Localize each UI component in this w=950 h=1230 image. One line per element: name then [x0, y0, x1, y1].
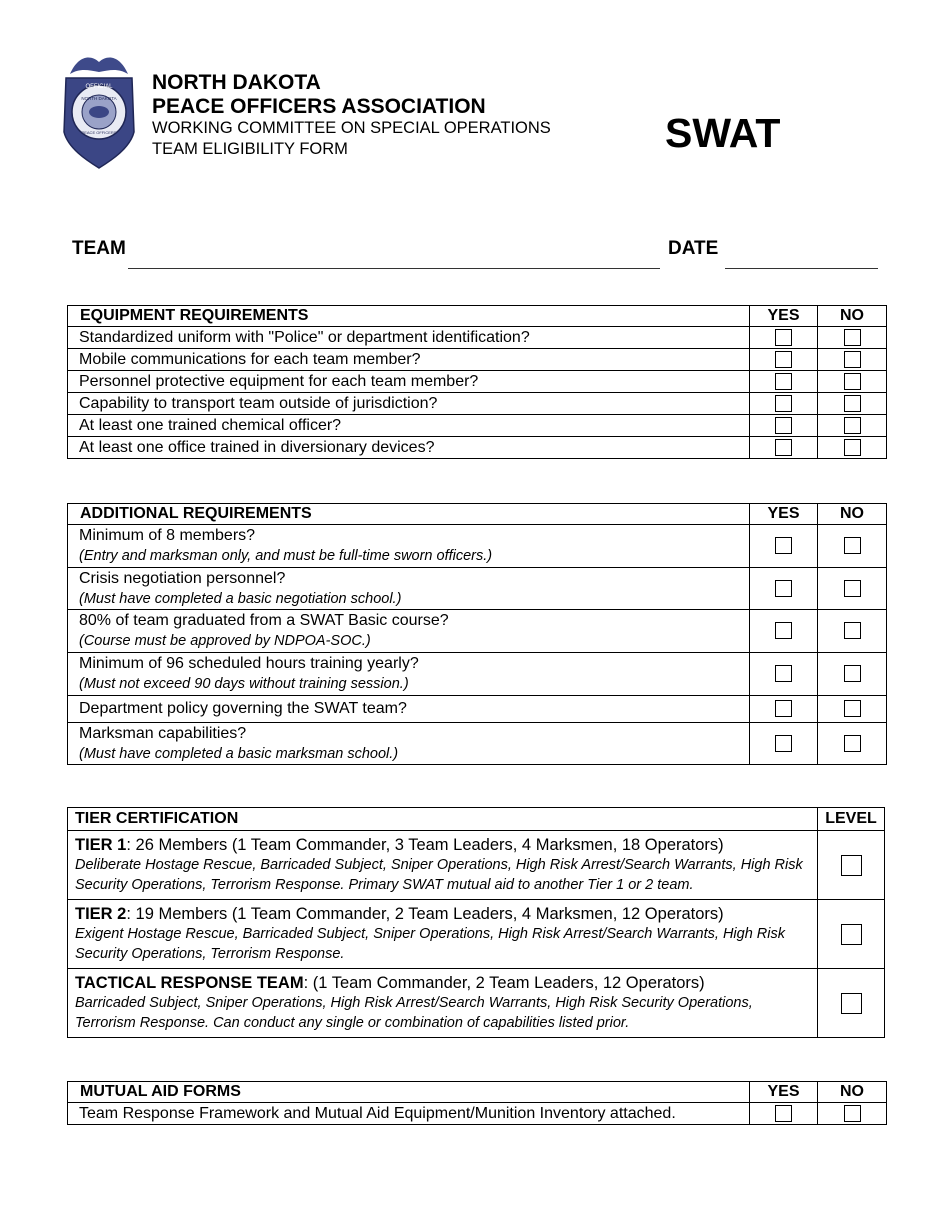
additional-requirements-table	[67, 503, 887, 765]
table-row	[68, 969, 885, 1038]
mutual-aid-forms-table	[67, 1081, 887, 1125]
additional-no-checkbox[interactable]	[844, 622, 861, 639]
tier-description: Deliberate Hostage Rescue, Barricaded Subject, Sniper Operations, High Risk Arrest/Search Warrants, High Risk Security Operations, Terrorism Response. Primary SWAT mutual aid to another Tier 1 or 2 team.	[75, 857, 803, 893]
table-row	[68, 568, 887, 610]
mutual-no-header: NO	[818, 1082, 887, 1103]
org-line-3: WORKING COMMITTEE ON SPECIAL OPERATIONS	[152, 119, 551, 137]
tier-name: TIER 2	[75, 905, 127, 923]
equipment-yes-checkbox[interactable]	[775, 439, 792, 456]
table-row	[68, 831, 885, 900]
equipment-no-checkbox[interactable]	[844, 329, 861, 346]
tier-level-checkbox[interactable]	[841, 993, 862, 1014]
additional-no-checkbox[interactable]	[844, 665, 861, 682]
equipment-no-header: NO	[818, 306, 887, 327]
equipment-yes-header: YES	[750, 306, 818, 327]
tier-detail: : 26 Members (1 Team Commander, 3 Team Leaders, 4 Marksmen, 18 Operators)	[126, 836, 724, 854]
table-row	[68, 900, 885, 969]
equipment-no-checkbox[interactable]	[844, 439, 861, 456]
equipment-no-checkbox[interactable]	[844, 351, 861, 368]
tier-detail: : 19 Members (1 Team Commander, 2 Team Leaders, 4 Marksmen, 12 Operators)	[126, 905, 724, 923]
equipment-no-checkbox[interactable]	[844, 373, 861, 390]
equipment-question: At least one office trained in diversionary devices?	[68, 437, 750, 459]
equipment-requirements-table	[67, 305, 887, 459]
table-row	[68, 415, 887, 437]
additional-note: (Must not exceed 90 days without training session.)	[79, 676, 409, 692]
equipment-question: Mobile communications for each team member?	[68, 349, 750, 371]
additional-question: Crisis negotiation personnel?	[79, 569, 286, 587]
tier-level-checkbox[interactable]	[841, 855, 862, 876]
org-line-4: TEAM ELIGIBILITY FORM	[152, 140, 348, 158]
equipment-question: Capability to transport team outside of jurisdiction?	[68, 393, 750, 415]
tier-name: TACTICAL RESPONSE TEAM	[75, 974, 304, 992]
date-label: DATE	[668, 238, 719, 259]
additional-yes-checkbox[interactable]	[775, 735, 792, 752]
tier-description: Exigent Hostage Rescue, Barricaded Subject, Sniper Operations, High Risk Arrest/Search Warrants, High Risk Security Operations, Terrorism Response.	[75, 926, 786, 962]
additional-no-checkbox[interactable]	[844, 735, 861, 752]
table-row	[68, 437, 887, 459]
table-row	[68, 327, 887, 349]
equipment-no-checkbox[interactable]	[844, 395, 861, 412]
org-line-2: PEACE OFFICERS ASSOCIATION	[152, 95, 486, 118]
tier-certification-table	[67, 807, 885, 1038]
additional-yes-checkbox[interactable]	[775, 665, 792, 682]
badge-top-text: OFFICIAL	[85, 84, 113, 90]
additional-no-checkbox[interactable]	[844, 700, 861, 717]
tier-level-checkbox[interactable]	[841, 924, 862, 945]
additional-note: (Must have completed a basic negotiation school.)	[79, 590, 402, 607]
mutual-yes-header: YES	[750, 1082, 818, 1103]
equipment-yes-checkbox[interactable]	[775, 351, 792, 368]
additional-no-checkbox[interactable]	[844, 537, 861, 554]
association-badge-logo	[60, 52, 138, 170]
additional-yes-checkbox[interactable]	[775, 700, 792, 717]
additional-yes-header: YES	[750, 504, 818, 525]
table-row	[68, 349, 887, 371]
equipment-yes-checkbox[interactable]	[775, 329, 792, 346]
equipment-question: Personnel protective equipment for each team member?	[68, 371, 750, 393]
additional-yes-checkbox[interactable]	[775, 622, 792, 639]
equipment-question: Standardized uniform with "Police" or department identification?	[68, 327, 750, 349]
tier-title: TIER CERTIFICATION	[68, 808, 818, 831]
equipment-yes-checkbox[interactable]	[775, 417, 792, 434]
badge-bottom-text: PEACE OFFICERS	[81, 130, 117, 135]
table-row	[68, 696, 887, 723]
additional-note: (Course must be approved by NDPOA-SOC.)	[79, 633, 371, 649]
mutual-question: Team Response Framework and Mutual Aid Equipment/Munition Inventory attached.	[68, 1103, 750, 1125]
mutual-title: MUTUAL AID FORMS	[68, 1082, 750, 1103]
table-row	[68, 393, 887, 415]
table-row	[68, 653, 887, 696]
additional-no-header: NO	[818, 504, 887, 525]
table-row	[68, 723, 887, 765]
org-header	[152, 72, 551, 162]
tier-name: TIER 1	[75, 836, 127, 854]
mutual-no-checkbox[interactable]	[844, 1105, 861, 1122]
additional-question: Minimum of 96 scheduled hours training yearly?	[79, 655, 419, 672]
equipment-yes-checkbox[interactable]	[775, 395, 792, 412]
additional-no-checkbox[interactable]	[844, 580, 861, 597]
team-label: TEAM	[72, 238, 126, 259]
equipment-question: At least one trained chemical officer?	[68, 415, 750, 437]
additional-question: Marksman capabilities?	[79, 724, 247, 742]
table-row	[68, 610, 887, 653]
tier-level-header: LEVEL	[818, 808, 885, 831]
tier-description: Barricaded Subject, Sniper Operations, High Risk Arrest/Search Warrants, High Risk Security Operations, Terrorism Response. Can conduct any single or combination of capabilities listed prior.	[75, 995, 753, 1031]
additional-question: Minimum of 8 members?	[79, 527, 256, 544]
additional-question: 80% of team graduated from a SWAT Basic course?	[79, 612, 449, 629]
table-row	[68, 1103, 887, 1125]
additional-title: ADDITIONAL REQUIREMENTS	[68, 504, 750, 525]
equipment-yes-checkbox[interactable]	[775, 373, 792, 390]
table-row	[68, 371, 887, 393]
additional-yes-checkbox[interactable]	[775, 537, 792, 554]
additional-note: (Must have completed a basic marksman school.)	[79, 745, 399, 762]
equipment-no-checkbox[interactable]	[844, 417, 861, 434]
date-field[interactable]	[725, 268, 878, 269]
tier-detail: : (1 Team Commander, 2 Team Leaders, 12 Operators)	[303, 974, 705, 992]
equipment-title: EQUIPMENT REQUIREMENTS	[68, 306, 750, 327]
badge-ring-text: NORTH DAKOTA	[81, 96, 117, 101]
table-row	[68, 525, 887, 568]
org-line-1: NORTH DAKOTA	[152, 71, 321, 94]
mutual-yes-checkbox[interactable]	[775, 1105, 792, 1122]
form-title-swat: SWAT	[665, 110, 781, 156]
team-field[interactable]	[128, 268, 660, 269]
additional-yes-checkbox[interactable]	[775, 580, 792, 597]
additional-question: Department policy governing the SWAT team?	[79, 700, 407, 717]
additional-note: (Entry and marksman only, and must be full-time sworn officers.)	[79, 548, 493, 564]
